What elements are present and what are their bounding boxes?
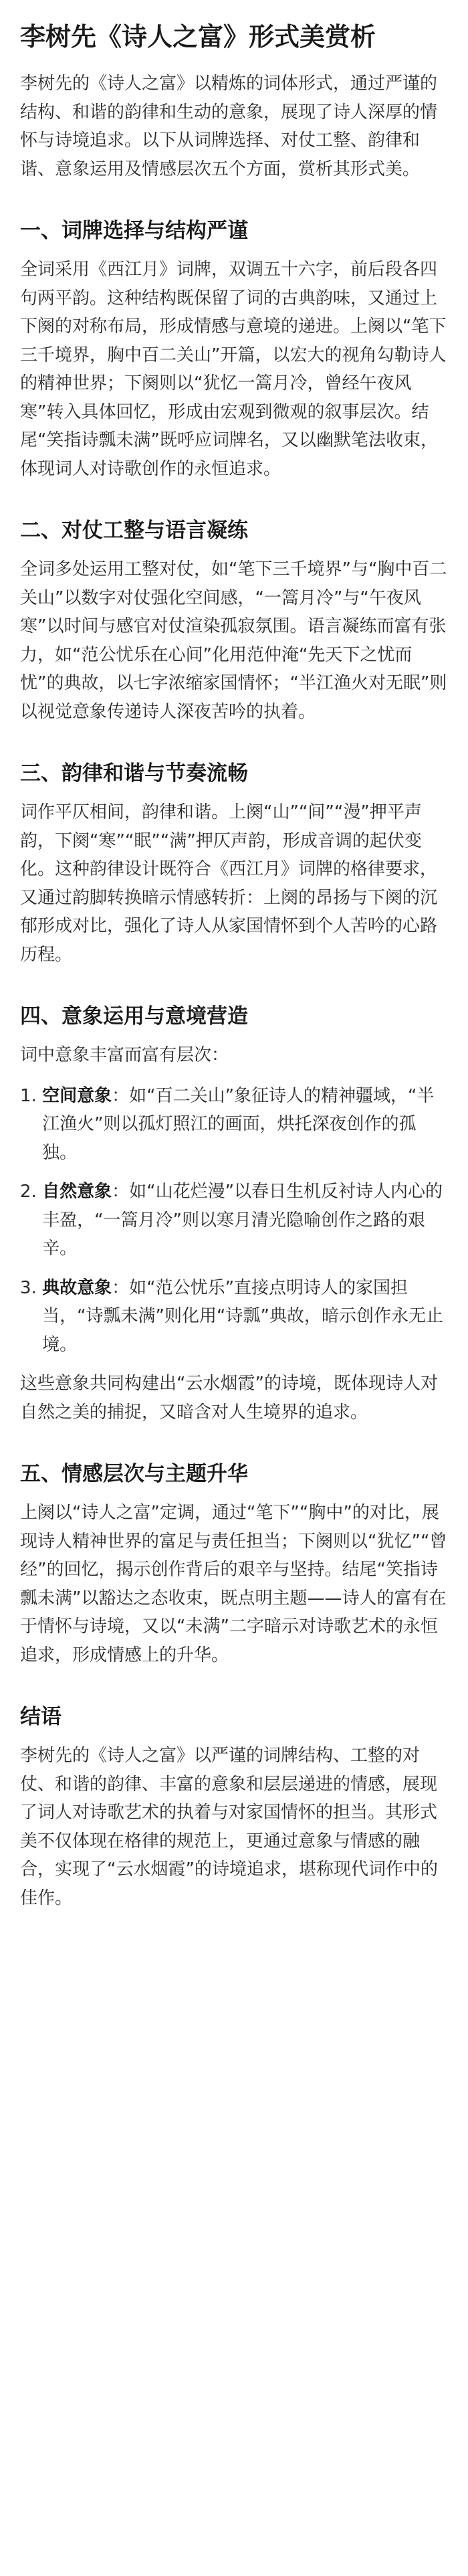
section-heading-imagery: 四、意象运用与意境营造 <box>20 1004 248 1028</box>
list-item-number: 3. <box>20 1277 43 1298</box>
list-item-content <box>42 1082 448 1168</box>
list-item-term: 空间意象 <box>42 1085 112 1106</box>
list-item-term: 自然意象 <box>42 1182 112 1202</box>
section-heading-rhythm: 三、韵律和谐与节奏流畅 <box>20 761 248 786</box>
section-heading-antithesis: 二、对仗工整与语言凝练 <box>20 519 248 543</box>
section-closing-imagery: 这些意象共同构建出“云水烟霞”的诗境，既体现诗人对自然之美的捕捉，又暗含对人生境界的追求。 <box>20 1374 438 1422</box>
list-item-text: ：如“百二关山”象征诗人的精神疆域，“半江渔火”则以孤灯照江的画面，烘托深夜创作的孤独。 <box>42 1085 435 1163</box>
list-item <box>20 1274 448 1360</box>
conclusion-body: 李树先的《诗人之富》以严谨的词牌结构、工整的对仗、和谐的韵律、丰富的意象和层层递进的情感，展现了词人对诗歌艺术的执着与对家国情怀的担当。其形式美不仅体现在格律的规范上，更通过意象与情感的融合，实现了“云水烟霞”的诗境追求，堪称现代词作中的佳作。 <box>20 1746 438 1908</box>
section-heading-structure: 一、词牌选择与结构严谨 <box>20 219 248 243</box>
list-item-content <box>42 1178 448 1263</box>
section-body-rhythm: 词作平仄相间，韵律和谐。上阕“山”“间”“漫”押平声韵，下阕“寒”“眠”“满”押仄声韵，形成音调的起伏变化。这种韵律设计既符合《西江月》词牌的格律要求，又通过韵脚转换暗示情感转折：上阕的昂扬与下阕的沉郁形成对比，强化了诗人从家国情怀到个人苦吟的心路历程。 <box>20 802 438 965</box>
list-item <box>20 1082 448 1168</box>
list-item-text: ：如“范公忧乐”直接点明诗人的家国担当，“诗瓢未满”则化用“诗瓢”典故，暗示创作永无止境。 <box>42 1277 443 1355</box>
intro-paragraph: 李树先的《诗人之富》以精炼的词体形式，通过严谨的结构、和谐的韵律和生动的意象，展现了诗人深厚的情怀与诗境追求。以下从词牌选择、对仗工整、韵律和谐、意象运用及情感层次五个方面，赏析其形式美。 <box>20 74 438 179</box>
article-title: 李树先《诗人之富》形式美赏析 <box>20 22 376 52</box>
list-item-term: 典故意象 <box>42 1277 112 1298</box>
list-item-number: 1. <box>20 1085 43 1106</box>
list-item-number: 2. <box>20 1182 43 1202</box>
conclusion-heading: 结语 <box>20 1705 62 1729</box>
list-item-content <box>42 1274 448 1360</box>
section-heading-emotion: 五、情感层次与主题升华 <box>20 1462 248 1486</box>
list-item <box>20 1178 448 1263</box>
section-body-emotion: 上阕以“诗人之富”定调，通过“笔下”“胸中”的对比，展现诗人精神世界的富足与责任担当；下阕则以“犹忆”“曾经”的回忆，揭示创作背后的艰辛与坚持。结尾“笑指诗瓢未满”以豁达之态收束，既点明主题——诗人的富有在于情怀与诗境，又以“未满”二字暗示对诗歌艺术的永恒追求，形成情感上的升华。 <box>20 1503 447 1665</box>
list-item-text: ：如“山花烂漫”以春日生机反衬诗人内心的丰盈，“一篙月冷”则以寒月清光隐喻创作之路的艰辛。 <box>42 1182 443 1259</box>
section-lead-imagery: 词中意象丰富而富有层次： <box>20 1045 229 1065</box>
section-body-antithesis: 全词多处运用工整对仗，如“笔下三千境界”与“胸中百二关山”以数字对仗强化空间感，“一篙月冷”与“午夜风寒”以时间与感官对仗渲染孤寂氛围。语言凝练而富有张力，如“范公忧乐在心间”化用范仲淹“先天下之忧而忧”的典故，以七字浓缩家国情怀；“半江渔火对无眠”则以视觉意象传递诗人深夜苦吟的执着。 <box>20 559 447 722</box>
section-body-structure: 全词采用《西江月》词牌，双调五十六字，前后段各四句两平韵。这种结构既保留了词的古典韵味，又通过上下阕的对称布局，形成情感与意境的递进。上阕以“笔下三千境界，胸中百二关山”开篇，以宏大的视角勾勒诗人的精神世界；下阕则以“犹忆一篙月冷，曾经午夜风寒”转入具体回忆，形成由宏观到微观的叙事层次。结尾“笑指诗瓢未满”既呼应词牌名，又以幽默笔法收束，体现词人对诗歌创作的永恒追求。 <box>20 260 447 479</box>
